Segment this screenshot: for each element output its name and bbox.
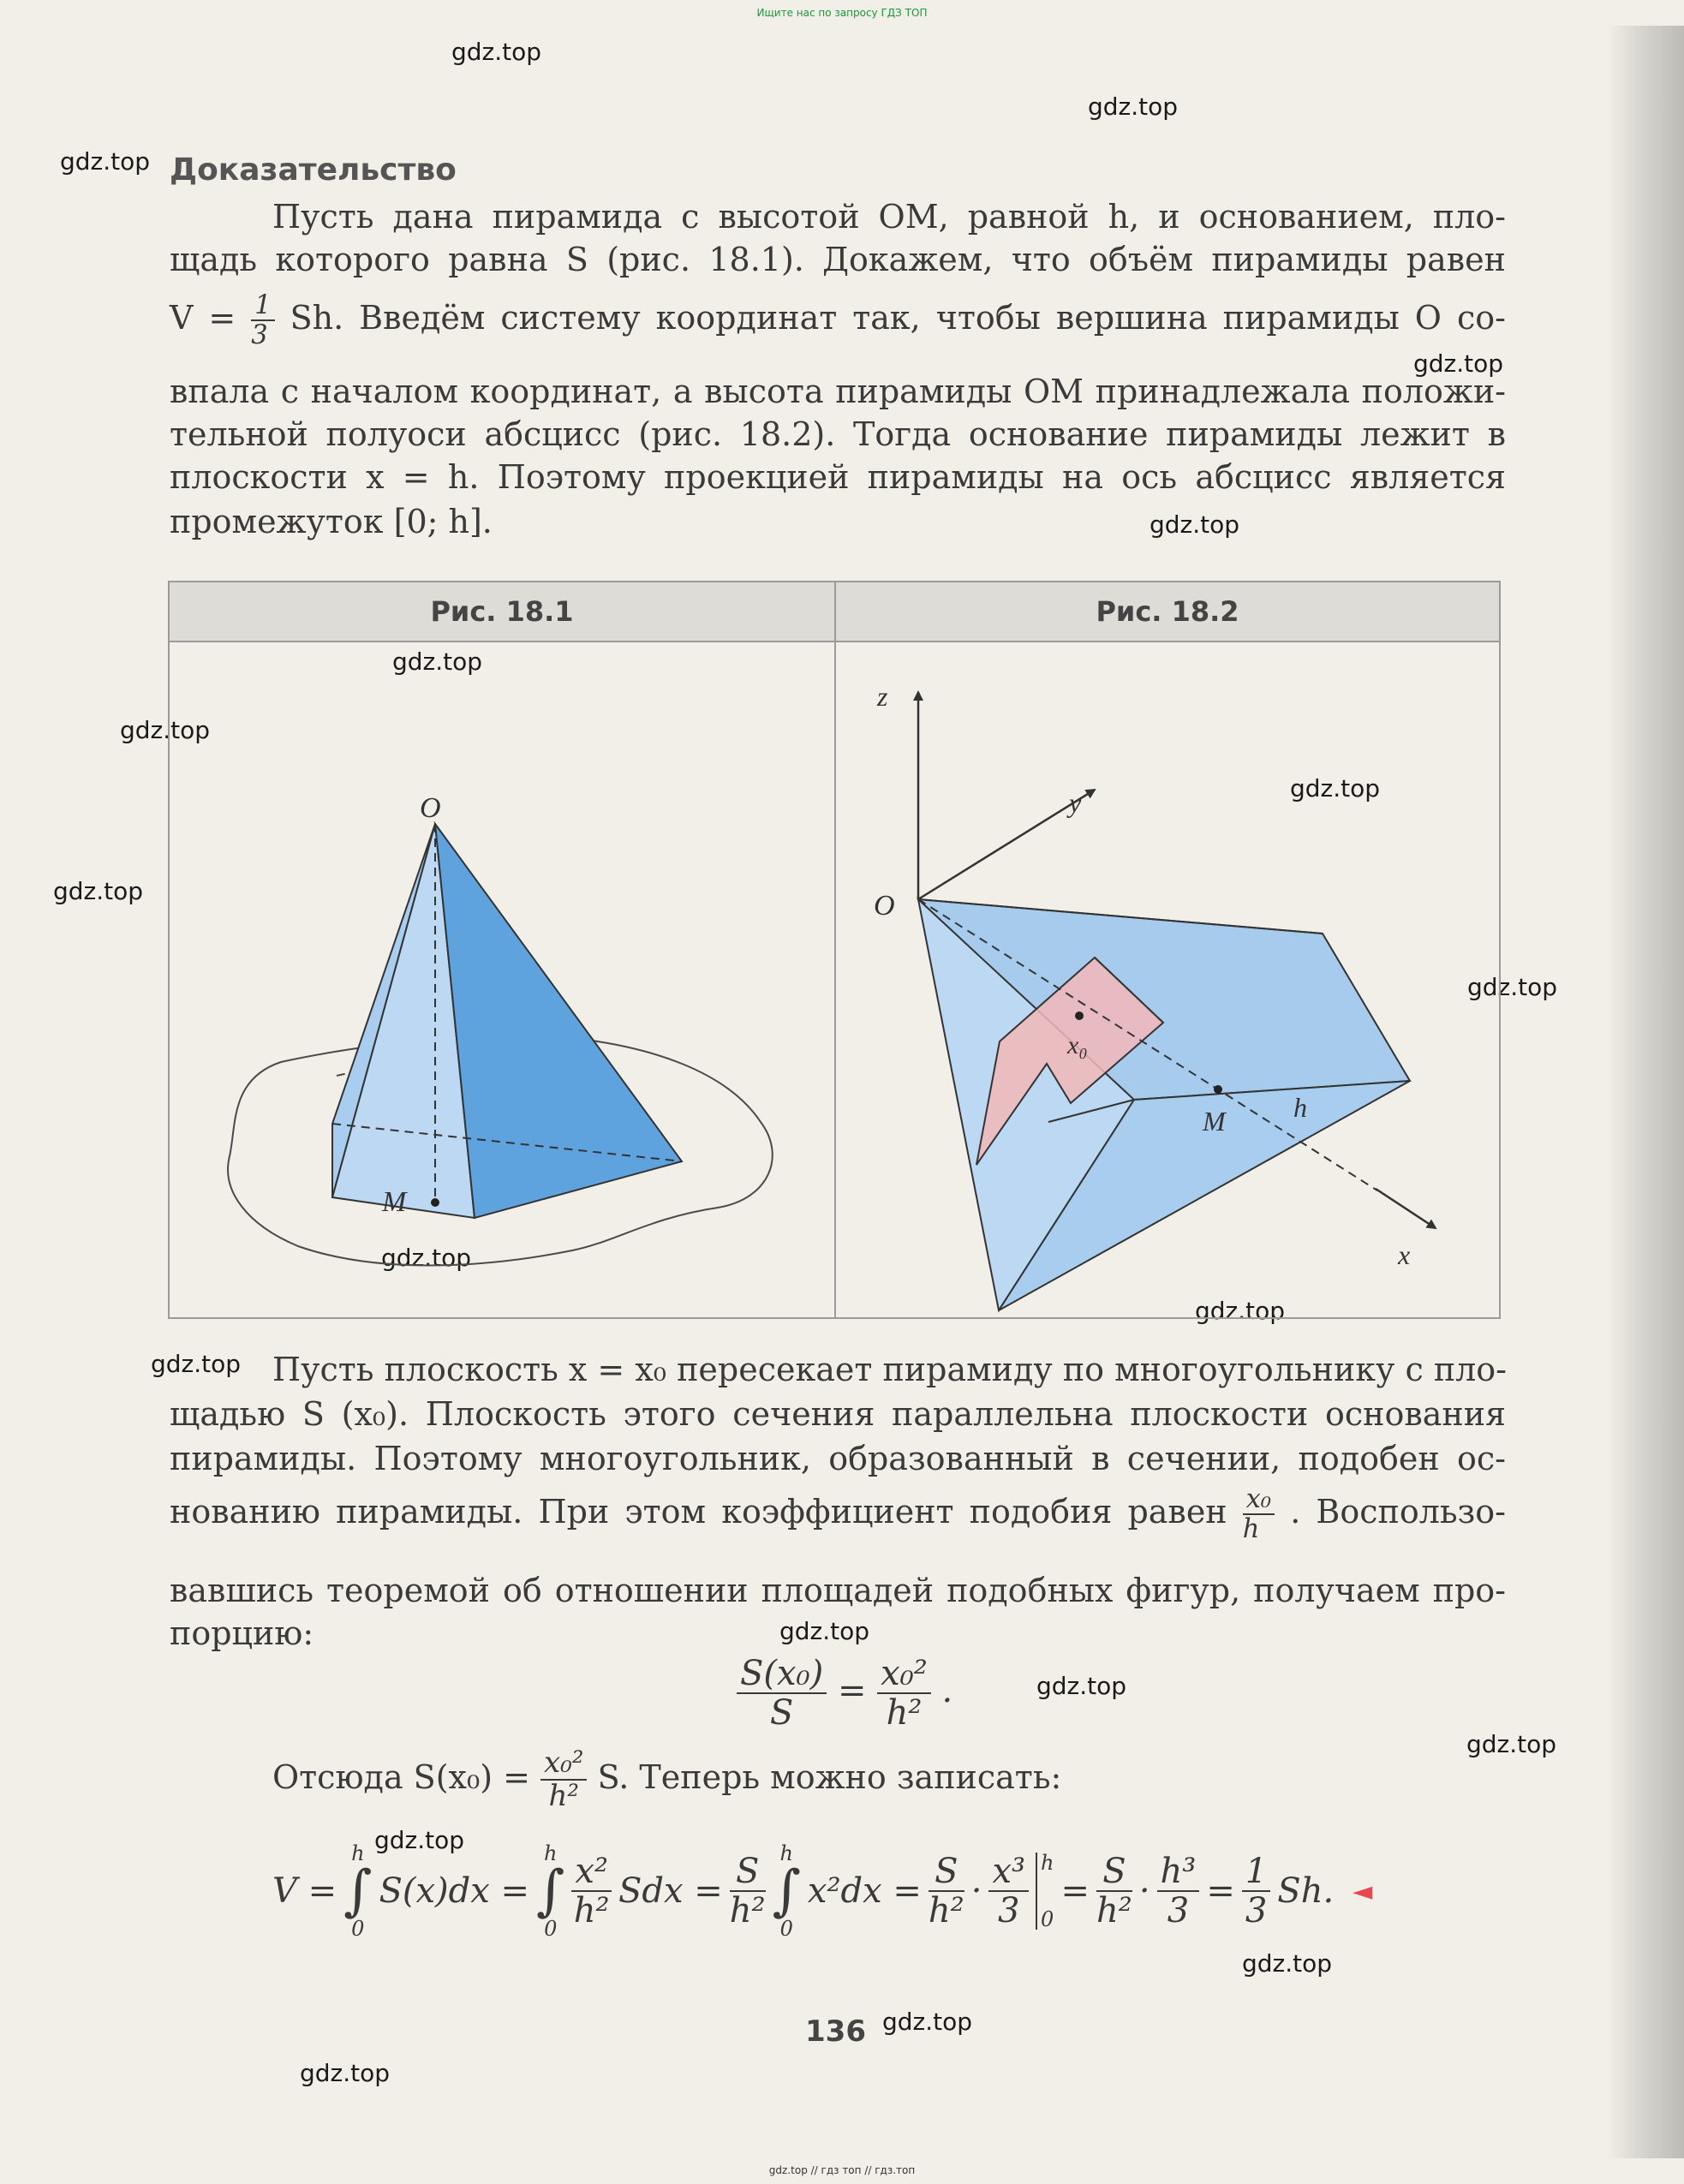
fraction-denominator: h² [548,1779,580,1814]
fraction-numerator: x₀² [877,1655,931,1694]
watermark: gdz.top [1290,774,1381,803]
section-heading: Доказательство [170,152,457,188]
fraction [1157,1853,1200,1930]
formula-term: S(x)dx = [379,1871,530,1911]
fraction-denominator: h² [928,1891,964,1930]
paragraph-text: S. Теперь можно записать: [597,1757,1062,1796]
integral-symbol: ∫ [536,1859,565,1923]
watermark: gdz.top [381,1244,472,1272]
watermark: gdz.top [300,2059,391,2087]
fig2-title: Рис. 18.2 [836,582,1499,642]
watermark: gdz.top [1242,1949,1333,1978]
fraction-denominator: h [1242,1514,1260,1545]
integral-sign [773,1843,801,1939]
fraction-denominator: h² [729,1891,766,1930]
evaluation-bar [1036,1853,1054,1930]
integral-sign [343,1843,372,1939]
fraction-denominator: 3 [251,320,268,351]
watermark: gdz.top [60,147,151,176]
fraction [730,1853,766,1930]
fraction [1096,1853,1132,1930]
fraction-numerator: x³ [988,1853,1029,1892]
fraction [929,1853,964,1930]
integral-upper-limit: h [543,1841,558,1865]
label-x0: x₀ [1067,1031,1088,1059]
formula-term: Sdx = [618,1871,723,1911]
proportion-formula [737,1655,952,1732]
equals-sign: = [837,1671,867,1710]
paragraph-line: вавшись теоремой об отношении площадей подобных фигур, получаем про- [170,1572,1506,1609]
fraction [1242,1853,1270,1930]
paragraph-line: впала с началом координат, а высота пирамиды OM принадлежала положи- [170,373,1506,410]
integral-symbol: ∫ [772,1859,801,1923]
watermark: gdz.top [1467,973,1558,1001]
equals-sign: = [1206,1871,1235,1911]
watermark: gdz.top [151,1350,242,1378]
fraction [877,1655,931,1732]
fig1-title: Рис. 18.1 [170,582,834,642]
page-fold-shadow [1607,26,1684,2158]
paragraph-line: порцию: [170,1614,314,1652]
integral-lower-limit: 0 [351,1917,365,1941]
integral-symbol: ∫ [343,1859,373,1923]
paragraph-line: пирамиды. Поэтому многоугольник, образованный в сечении, подобен ос- [170,1440,1506,1477]
figures-table [168,581,1501,1319]
label-o: O [874,890,895,922]
integral-sign [536,1843,564,1939]
paragraph-line [170,1485,1506,1544]
paragraph-text: Sh. Введём систему координат так, чтобы вершина пирамиды O со- [290,298,1506,337]
fraction-numerator: S [1096,1853,1132,1892]
label-m: M [1203,1106,1226,1137]
watermark: gdz.top [1195,1297,1286,1325]
integral-upper-limit: h [351,1841,365,1865]
watermark: gdz.top [1036,1672,1127,1700]
fraction-denominator: h² [1096,1891,1132,1930]
figure-18-1 [170,642,834,1317]
formula-term: x²dx = [807,1871,922,1911]
figure-18-2 [836,642,1499,1317]
watermark: gdz.top [882,2008,973,2036]
formula-v: V = [272,1871,337,1911]
paragraph-line: промежуток [0; h]. [170,503,493,540]
evaluation-upper: h [1041,1851,1054,1875]
fraction-numerator: 1 [251,291,274,321]
paragraph-text: нованию пирамиды. При этом коэффициент подобия равен [170,1492,1227,1531]
fraction [988,1853,1029,1930]
multiply-dot: · [970,1871,982,1911]
paragraph-line: щадью S (x₀). Плоскость этого сечения параллельна плоскости основания [170,1395,1506,1433]
label-y: y [1069,787,1082,818]
fraction-denominator: 3 [998,1891,1020,1930]
fraction-denominator: h² [886,1693,923,1733]
evaluation-lower: 0 [1041,1907,1054,1931]
end-of-proof-icon: ◄ [1353,1876,1373,1907]
paragraph-line: Пусть плоскость x = x₀ пересекает пирамиду по многоугольнику с пло- [272,1351,1508,1388]
paragraph-line: тельной полуоси абсцисс (рис. 18.2). Тогда основание пирамиды лежит в [170,415,1506,453]
fraction-denominator: S [769,1693,794,1733]
watermark: gdz.top [1088,92,1179,121]
paragraph-text: Отсюда S(x₀) = [272,1757,530,1796]
multiply-dot: · [1138,1871,1150,1911]
volume-integral-formula [272,1843,1372,1939]
watermark: gdz.top [779,1617,870,1645]
fraction-denominator: 3 [1245,1891,1268,1930]
point-x0 [1075,1011,1084,1020]
paragraph-line: Пусть дана пирамида с высотой OM, равной h, и основанием, пло- [272,198,1506,236]
label-o: O [420,792,441,824]
fraction [540,1747,587,1813]
pyramid-right-face [435,824,682,1218]
fraction-numerator: x² [571,1853,612,1892]
formula-v: V = [170,298,236,337]
integral-lower-limit: 0 [544,1917,558,1941]
paragraph-text: . Воспользо- [1290,1492,1506,1531]
hence-line [272,1747,1061,1813]
fraction-denominator: h² [573,1891,610,1930]
fraction [737,1655,827,1732]
fraction-denominator: 3 [1167,1891,1190,1930]
label-z: z [877,681,888,712]
page-number: 136 [805,2014,866,2049]
equals-sign: = [1060,1871,1090,1911]
label-x: x [1398,1239,1411,1270]
formula-term: Sh. [1277,1871,1335,1911]
watermark: gdz.top [1150,510,1240,539]
top-notice: Ищите нас по запросу ГДЗ ТОП [756,7,928,19]
point-m [1214,1085,1222,1094]
bottom-notice: gdz.top // гдз топ // гдз.топ [768,2164,916,2176]
fraction [571,1853,612,1930]
watermark: gdz.top [451,38,542,66]
watermark: gdz.top [1466,1730,1557,1758]
label-h: h [1293,1092,1307,1123]
fraction-one-third [251,291,274,350]
integral-lower-limit: 0 [779,1917,793,1941]
fraction-numerator: h³ [1157,1853,1200,1892]
fraction-numerator: S(x₀) [737,1655,827,1694]
watermark: gdz.top [120,716,211,744]
x-axis [1376,1189,1436,1228]
label-m: M [382,1186,407,1218]
paragraph-line: плоскости x = h. Поэтому проекцией пирамиды на ось абсцисс является [170,458,1506,496]
watermark: gdz.top [53,877,144,905]
fraction-numerator: x₀² [540,1747,587,1781]
watermark: gdz.top [1413,349,1504,378]
fraction-numerator: S [929,1853,964,1892]
point-m [431,1198,439,1207]
fraction-numerator: x₀ [1243,1485,1275,1515]
integral-upper-limit: h [779,1841,793,1865]
watermark: gdz.top [374,1826,465,1854]
period: . [941,1671,953,1710]
watermark: gdz.top [392,647,483,676]
fraction-numerator: 1 [1242,1853,1270,1892]
paragraph-line [170,291,1506,350]
fraction-x0-over-h [1243,1485,1275,1544]
fraction-numerator: S [730,1853,766,1892]
paragraph-line: щадь которого равна S (рис. 18.1). Докажем, что объём пирамиды равен [170,241,1506,278]
